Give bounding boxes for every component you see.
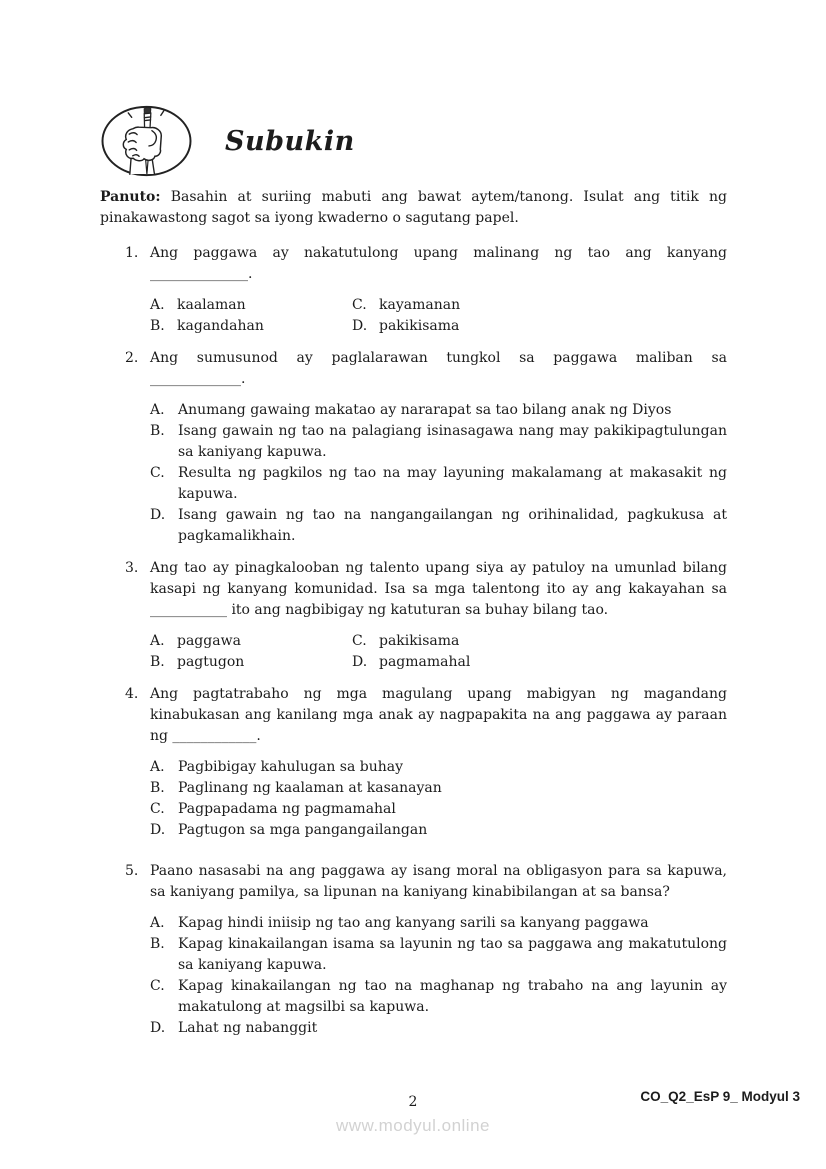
- question-blank-line: ______________.: [150, 266, 253, 282]
- option-letter: D.: [352, 654, 368, 670]
- question-item-1: [100, 243, 727, 337]
- page-title: Subukin: [225, 125, 355, 157]
- option-item: [150, 757, 727, 778]
- option-text: Resulta ng pagkilos ng tao na may layuning makalamang at makasakit ng kapuwa.: [178, 465, 727, 502]
- option-item: [150, 799, 727, 820]
- option-text: paggawa: [177, 633, 241, 649]
- option-letter: D.: [150, 1020, 166, 1036]
- option-text: Isang gawain ng tao na palagiang isinasagawa nang may pakikipagtulungan sa kaniyang kapuwa.: [178, 423, 727, 460]
- option-item: [150, 913, 727, 934]
- option-letter: C.: [352, 633, 367, 649]
- question-stem: Ang paggawa ay nakatutulong upang malinang ng tao ang kanyang: [150, 245, 727, 261]
- question-stem: Ang sumusunod ay paglalarawan tungkol sa paggawa maliban sa: [150, 350, 727, 366]
- module-code: CO_Q2_EsP 9_ Modyul 3: [640, 1089, 800, 1104]
- option-item: [150, 652, 352, 673]
- page-number: 2: [408, 1094, 418, 1110]
- question-number: 5.: [125, 863, 139, 879]
- option-item: [150, 421, 727, 463]
- question-number: 4.: [125, 686, 139, 702]
- option-text: Pagtugon sa mga pangangailangan: [178, 822, 428, 838]
- option-letter: A.: [150, 297, 165, 313]
- option-letter: B.: [150, 936, 165, 952]
- page-content: [100, 104, 727, 1050]
- question-number: 1.: [125, 245, 139, 261]
- questions-list: [100, 243, 727, 1039]
- question-item-2: [100, 348, 727, 547]
- option-text: pakikisama: [379, 633, 460, 649]
- option-item: [352, 631, 727, 652]
- option-item: [150, 820, 727, 841]
- option-text: kaalaman: [177, 297, 246, 313]
- option-item: [150, 976, 727, 1018]
- option-letter: C.: [352, 297, 367, 313]
- option-letter: B.: [150, 780, 165, 796]
- option-letter: D.: [150, 507, 166, 523]
- question-stem: Ang pagtatrabaho ng mga magulang upang mabigyan ng magandang kinabukasan ang kanilang mga anak ay nagpapakita na ang paggawa ay paraan ng ____________.: [150, 686, 727, 744]
- option-item: [150, 1018, 727, 1039]
- option-text: Anumang gawaing makatao ay nararapat sa tao bilang anak ng Diyos: [178, 402, 672, 418]
- hand-holding-pencil-icon: [100, 105, 193, 178]
- option-text: kayamanan: [379, 297, 461, 313]
- instructions-label: Panuto:: [100, 189, 161, 205]
- option-item: [150, 778, 727, 799]
- options-list: [150, 913, 727, 1039]
- question-item-5: [100, 861, 727, 1039]
- option-text: Kapag hindi iniisip ng tao ang kanyang sarili sa kanyang paggawa: [178, 915, 649, 931]
- question-number: 2.: [125, 350, 139, 366]
- option-text: Kapag kinakailangan isama sa layunin ng tao sa paggawa ang makatutulong sa kaniyang kapuwa.: [178, 936, 727, 973]
- option-text: Lahat ng nabanggit: [178, 1020, 318, 1036]
- option-item: [352, 295, 727, 316]
- question-item-3: [100, 558, 727, 673]
- option-item: [150, 463, 727, 505]
- option-item: [150, 295, 352, 316]
- option-text: pakikisama: [379, 318, 460, 334]
- option-item: [352, 316, 727, 337]
- option-letter: B.: [150, 654, 165, 670]
- option-text: Isang gawain ng tao na nangangailangan ng orihinalidad, pagkukusa at pagkamalikhain.: [178, 507, 727, 544]
- option-text: pagtugon: [177, 654, 245, 670]
- option-item: [150, 400, 727, 421]
- watermark: www.modyul.online: [335, 1116, 490, 1135]
- option-letter: B.: [150, 423, 165, 439]
- question-stem: Ang tao ay pinagkalooban ng talento upang siya ay patuloy na umunlad bilang kasapi ng kanyang komunidad. Isa sa mga talentong ito ay ang kakayahan sa ___________ ito ang nagbibigay ng katuturan sa buhay bilang tao.: [150, 560, 727, 618]
- option-letter: C.: [150, 465, 165, 481]
- option-text: Kapag kinakailangan ng tao na maghanap ng trabaho na ang layunin ay makatulong at magsilbi sa kapuwa.: [178, 978, 727, 1015]
- option-item: [150, 505, 727, 547]
- question-item-4: [100, 684, 727, 841]
- option-item: [150, 316, 352, 337]
- option-letter: A.: [150, 633, 165, 649]
- option-letter: D.: [150, 822, 166, 838]
- option-item: [150, 934, 727, 976]
- question-stem: Paano nasasabi na ang paggawa ay isang moral na obligasyon para sa kapuwa, sa kaniyang pamilya, sa lipunan na kaniyang kinabibilangan at sa bansa?: [150, 863, 727, 900]
- option-text: kagandahan: [177, 318, 264, 334]
- option-item: [150, 631, 352, 652]
- option-letter: A.: [150, 915, 165, 931]
- option-text: pagmamahal: [379, 654, 471, 670]
- options-grid: [150, 295, 727, 337]
- option-text: Paglinang ng kaalaman at kasanayan: [178, 780, 442, 796]
- options-grid: [150, 631, 727, 673]
- question-blank-line: _____________.: [150, 371, 246, 387]
- instructions-text: Basahin at suriing mabuti ang bawat aytem/tanong. Isulat ang titik ng pinakawastong sagot sa iyong kwaderno o sagutang papel.: [100, 189, 727, 226]
- options-list: [150, 400, 727, 547]
- option-item: [352, 652, 727, 673]
- option-letter: D.: [352, 318, 368, 334]
- option-text: Pagbibigay kahulugan sa buhay: [178, 759, 404, 775]
- instructions: [100, 187, 727, 229]
- option-letter: B.: [150, 318, 165, 334]
- section-header: [100, 104, 727, 178]
- question-number: 3.: [125, 560, 139, 576]
- options-list: [150, 757, 727, 841]
- option-letter: C.: [150, 978, 165, 994]
- option-letter: A.: [150, 402, 165, 418]
- option-letter: A.: [150, 759, 165, 775]
- option-text: Pagpapadama ng pagmamahal: [178, 801, 396, 817]
- option-letter: C.: [150, 801, 165, 817]
